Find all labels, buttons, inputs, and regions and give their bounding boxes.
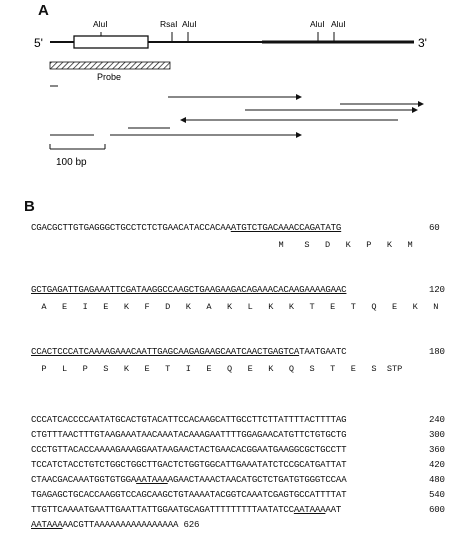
sequence-line [31, 222, 451, 240]
sequence-line [31, 284, 451, 302]
site-label-alui-3: AluI [310, 19, 325, 29]
sequence-panel [31, 222, 451, 534]
line-number: 600 [429, 504, 445, 515]
sequence-line-420 [31, 459, 451, 474]
line-number: 240 [429, 414, 445, 425]
sequencing-arrowhead-4 [412, 107, 418, 113]
sequence-text: TCCATCTACCTGTCTGGCTGGCTTGACTCTGGTGGCATTGAAATATCTCCGCATGATTAT [31, 459, 347, 470]
coding-region-box [74, 36, 148, 48]
panel-a-label: A [38, 2, 49, 19]
amino-acid-line: P L P S K E T I E Q E K Q S T E S STP [31, 364, 403, 374]
sequence-segment: AAT [325, 504, 342, 515]
coding-block-1 [31, 222, 451, 284]
noncoding-sequence [31, 414, 451, 534]
line-number: 480 [429, 474, 445, 485]
line-number: 626 [183, 519, 200, 530]
sequencing-arrowhead-3 [418, 101, 424, 107]
three-prime-label: 3' [418, 36, 427, 50]
line-number: 180 [429, 346, 445, 357]
sequence-line-480 [31, 474, 451, 489]
sequence-text: CTGTTTAACTTTGTAAGAAATAACAAATACAAAGAATTTTGGAGAACATGTTCTGTGCTG [31, 429, 347, 440]
site-label-alui-2: AluI [182, 19, 197, 29]
line-number: 60 [429, 222, 440, 233]
probe-label: Probe [97, 72, 122, 82]
sequence-line-240 [31, 414, 451, 429]
line-number: 360 [429, 444, 445, 455]
sequence-segment: CTAACGACAAATGGTGTGGA [31, 474, 137, 485]
sequence-segment: AACGTTAAAAAAAAAAAAAAAA [62, 519, 179, 530]
site-label-alui-4: AluI [331, 19, 346, 29]
restriction-map-figure [0, 0, 457, 200]
sequence-text: TGAGAGCTGCACCAAGGTCCAGCAAGCTGTAAAATACGGTCAAATCGAGTGCCATTTTAT [31, 489, 347, 500]
sequence-text [31, 284, 346, 295]
sequence-line [31, 346, 451, 364]
sequence-line-626 [31, 519, 451, 534]
sequencing-arrowhead-8 [296, 132, 302, 138]
probe-bar [50, 62, 170, 69]
sequence-segment: TTGTTCAAAATGAATTGAATTATTGGAATGCAGATTTTTTTTTAATATCC [31, 504, 294, 515]
sequence-line-300 [31, 429, 451, 444]
sequence-text [31, 222, 341, 233]
sequence-text [31, 474, 346, 485]
line-number: 300 [429, 429, 445, 440]
amino-acid-line: M S D K P K M [31, 240, 413, 250]
sequence-text: CCCTGTTACACCAAAAGAAAGGAATAAGAACTACTGAACACGGAATGAAGGCGCTGCCTT [31, 444, 347, 455]
polyadenylation-signal: AATAAA [293, 504, 326, 515]
polyadenylation-signal: AATAAA [136, 474, 168, 485]
sequencing-arrowhead-2 [296, 94, 302, 100]
underlined-segment: ATGTCTGACAAACCAGATATG [230, 222, 342, 233]
sequence-text [31, 346, 346, 357]
underlined-segment: CCACTCCCATCAAAAGAAACAATTGAGCAAGAGAAGCAATCAACTGAGTCA [31, 346, 300, 357]
line-number: 120 [429, 284, 445, 295]
line-number: 540 [429, 489, 445, 500]
sequence-line-360 [31, 444, 451, 459]
sequencing-arrowhead-5 [180, 117, 186, 123]
five-prime-label: 5' [34, 36, 43, 50]
sequence-text [31, 504, 341, 515]
coding-block-3 [31, 346, 451, 408]
sequence-segment: AGAACTAAACTAACATGCTCTGATGTGGGTCCAA [167, 474, 347, 485]
line-number: 420 [429, 459, 445, 470]
sequence-line-540 [31, 489, 451, 504]
sequence-text: CCCATCACCCCAATATGCACTGTACATTCCACAAGCATTGCCTTCTTATTTTACTTTTAG [31, 414, 347, 425]
sequence-segment: TAATGAATC [299, 346, 347, 357]
polyadenylation-signal: AATAAA [31, 519, 63, 530]
panel-b-label: B [24, 198, 35, 215]
amino-acid-line: A E I E K F D K A K L K K T E T Q E K N [31, 302, 439, 312]
site-label-rsai: RsaI [160, 19, 178, 29]
sequence-segment: CGACGCTTGTGAGGGCTGCCTCTCTGAACATACCACAA [31, 222, 231, 233]
sequence-text [31, 519, 199, 530]
scale-bar-label: 100 bp [56, 157, 87, 168]
site-label-alui-1: AluI [93, 19, 108, 29]
coding-block-2 [31, 284, 451, 346]
sequence-line-600 [31, 504, 451, 519]
underlined-segment: GCTGAGATTGAGAAATTCGATAAGGCCAAGCTGAAGAAGACAGAAACACAAGAAAAGAAC [31, 284, 347, 295]
